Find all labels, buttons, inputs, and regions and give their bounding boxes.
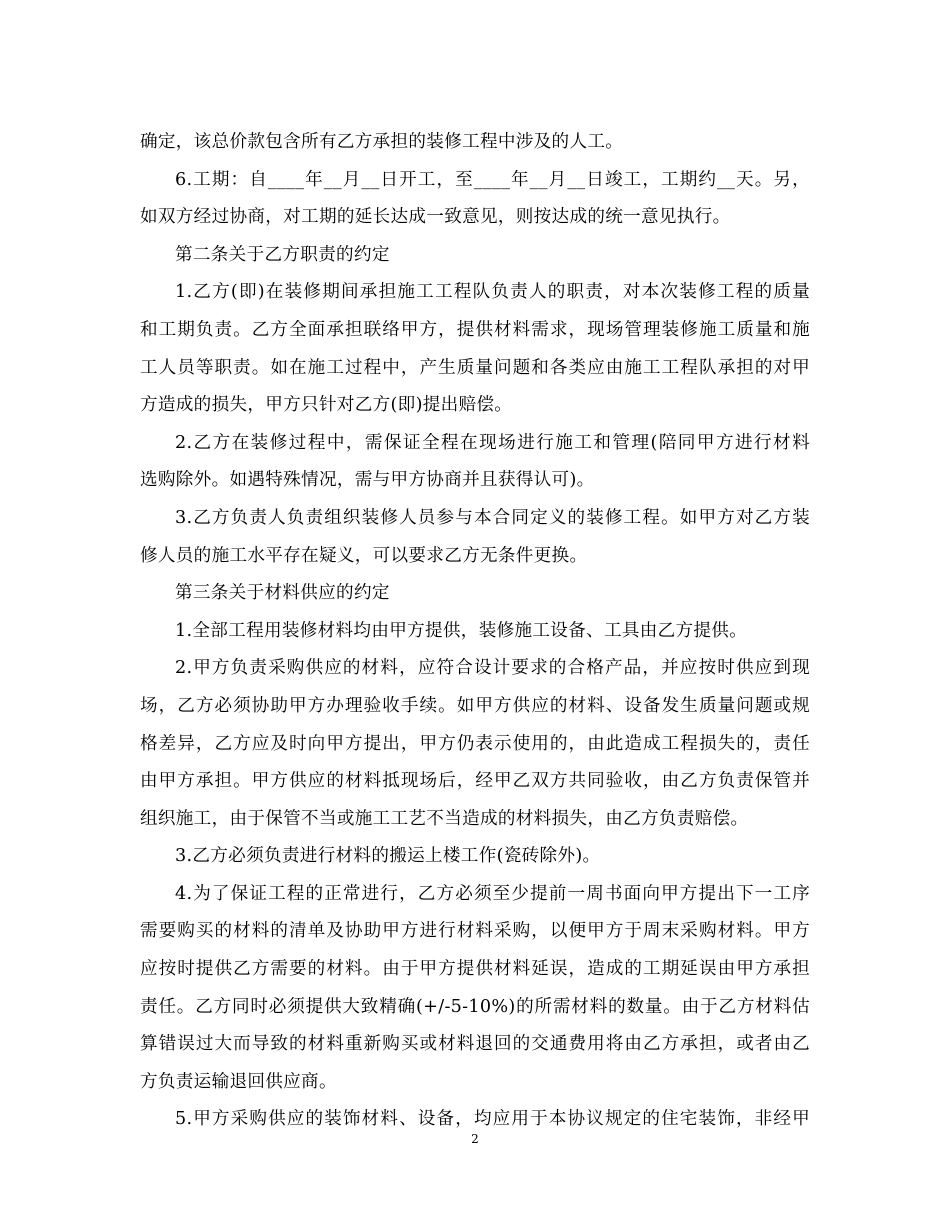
text-line: 4.为了保证工程的正常进行，乙方必须至少提前一周书面向甲方提出下一工序	[175, 883, 810, 904]
text-line: 算错误过大而导致的材料重新购买或材料退回的交通费用将由乙方承担，或者由乙	[140, 1034, 810, 1055]
text-line: 格差异，乙方应及时向甲方提出，甲方仍表示使用的，由此造成工程损失的，责任	[140, 733, 810, 754]
text-line: 3.乙方负责人负责组织装修人员参与本合同定义的装修工程。如甲方对乙方装	[175, 507, 810, 528]
text-line: 需要购买的材料的清单及协助甲方进行材料采购，以便甲方于周末采购材料。甲方	[140, 921, 810, 942]
document-body	[140, 124, 810, 1139]
text-line: 和工期负责。乙方全面承担联络甲方，提供材料需求，现场管理装修施工质量和施	[140, 319, 810, 340]
text-line: 工人员等职责。如在施工过程中，产生质量问题和各类应由施工工程队承担的对甲	[140, 357, 810, 378]
page-number: 2	[471, 1132, 479, 1146]
text-line: 5.甲方采购供应的装饰材料、设备，均应用于本协议规定的住宅装饰，非经甲	[175, 1109, 810, 1130]
text-line: 场，乙方必须协助甲方办理验收手续。如甲方供应的材料、设备发生质量问题或规	[140, 695, 810, 716]
text-line: 确定，该总价款包含所有乙方承担的装修工程中涉及的人工。	[140, 132, 624, 152]
text-line: 方负责运输退回供应商。	[140, 1071, 337, 1092]
text-line: 3.乙方必须负责进行材料的搬运上楼工作(瓷砖除外)。	[175, 846, 601, 867]
text-line: 2.乙方在装修过程中，需保证全程在现场进行施工和管理(陪同甲方进行材料	[175, 432, 810, 453]
text-line: 2.甲方负责采购供应的材料，应符合设计要求的合格产品，并应按时供应到现	[175, 658, 810, 679]
text-line: 方造成的损失，甲方只针对乙方(即)提出赔偿。	[140, 395, 513, 416]
text-line: 责任。乙方同时必须提供大致精确(+/-5-10%)的所需材料的数量。由于乙方材料估	[140, 996, 810, 1017]
text-line: 1.全部工程用装修材料均由甲方提供，装修施工设备、工具由乙方提供。	[175, 620, 748, 641]
text-line: 由甲方承担。甲方供应的材料抵现场后，经甲乙双方共同验收，由乙方负责保管并	[140, 771, 810, 792]
text-line: 如双方经过协商，对工期的延长达成一致意见，则按达成的统一意见执行。	[140, 207, 731, 228]
text-line: 第三条关于材料供应的约定	[175, 583, 390, 604]
text-line: 6.工期：自____年__月__日开工，至____年__月__日竣工，工期约__天。另，	[175, 169, 810, 190]
text-line: 第二条关于乙方职责的约定	[175, 244, 390, 265]
text-line: 修人员的施工水平存在疑义，可以要求乙方无条件更换。	[140, 545, 588, 566]
text-line: 组织施工，由于保管不当或施工工艺不当造成的材料损失，由乙方负责赔偿。	[140, 808, 749, 829]
text-line: 1.乙方(即)在装修期间承担施工工程队负责人的职责，对本次装修工程的质量	[175, 282, 810, 303]
text-line: 应按时提供乙方需要的材料。由于甲方提供材料延误，造成的工期延误由甲方承担	[140, 959, 810, 980]
text-line: 选购除外。如遇特殊情况，需与甲方协商并且获得认可)。	[140, 470, 595, 491]
